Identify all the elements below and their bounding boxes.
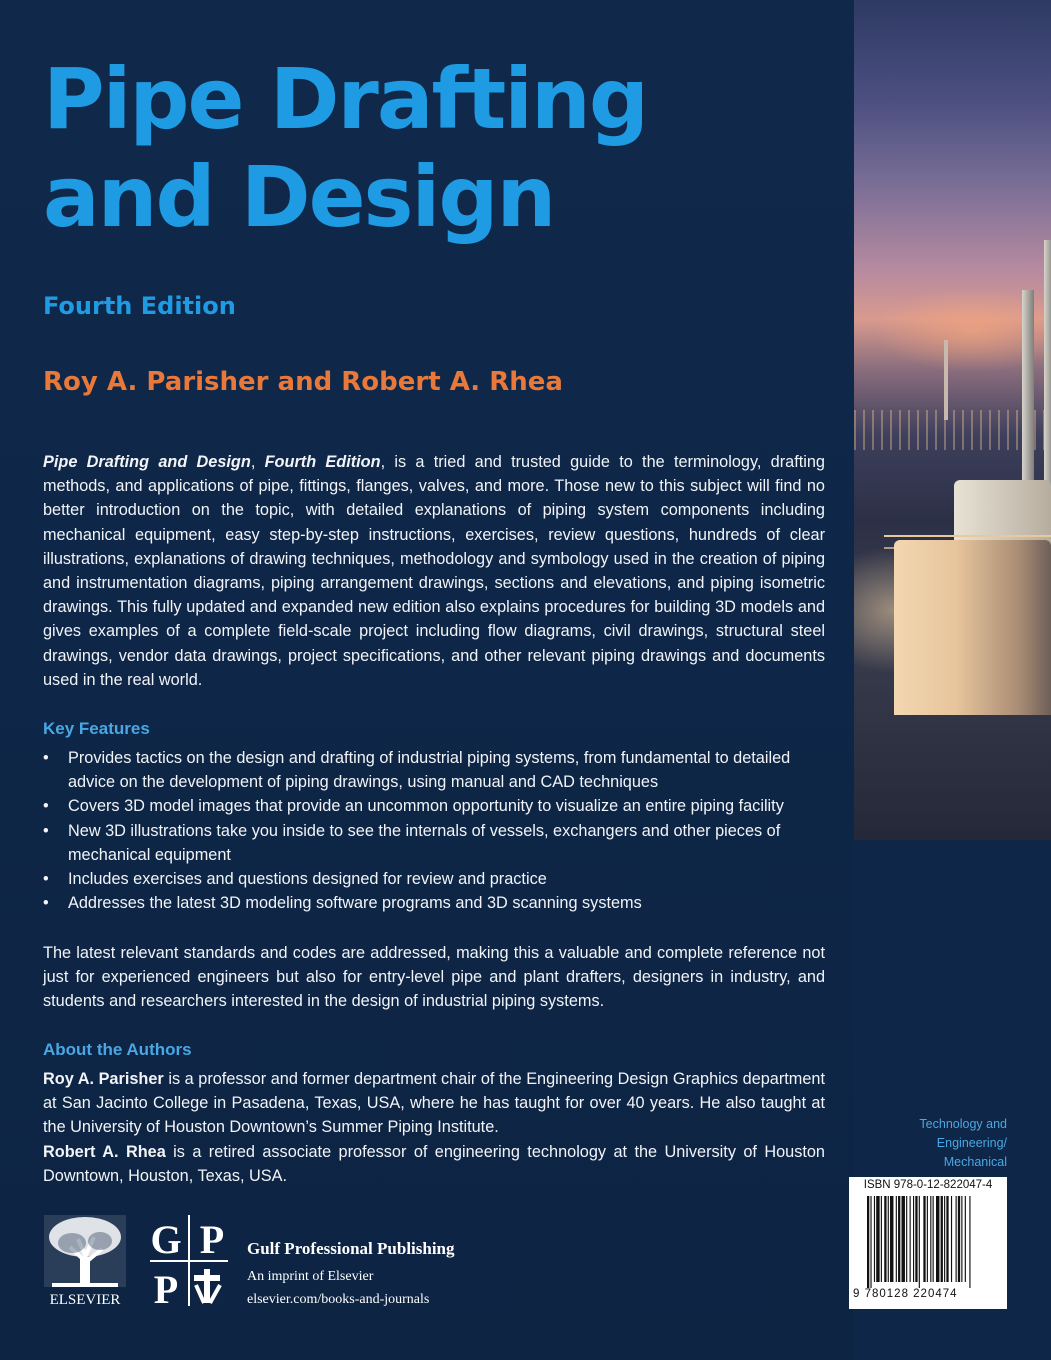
- author2-name: Robert A. Rhea: [43, 1142, 166, 1161]
- isbn-text: ISBN 978-0-12-822047-4: [863, 1179, 993, 1191]
- list-item: • Provides tactics on the design and drafting of industrial piping systems, from fundamental to detailed advice on the development of piping drawings, using manual and CAD techniques: [43, 746, 833, 794]
- barcode-bar: [910, 1196, 911, 1282]
- smokestack: [1044, 240, 1051, 490]
- barcode-bar: [906, 1196, 907, 1282]
- authors: Roy A. Parisher and Robert A. Rhea: [43, 367, 563, 397]
- subject-category: [880, 1115, 1007, 1172]
- storage-tank: [894, 540, 1051, 715]
- lattice-tower: [944, 340, 948, 420]
- smokestack: [1022, 290, 1034, 480]
- closing-paragraph: The latest relevant standards and codes are addressed, making this a valuable and complete reference not just for experienced engineers but also for entry-level pipe and plant drafters, designers in industry, and students and researchers interested in the design of industrial piping systems.: [43, 944, 825, 1011]
- barcode-bar: [965, 1196, 966, 1282]
- description-sep: ,: [250, 453, 265, 471]
- barcode-bar: [867, 1196, 869, 1288]
- barcode-bar: [913, 1196, 914, 1282]
- barcode-bars: [867, 1196, 1001, 1288]
- edition: Fourth Edition: [43, 292, 236, 320]
- author1-name: Roy A. Parisher: [43, 1070, 164, 1088]
- gpp-letter-p2: P: [153, 1267, 179, 1308]
- barcode-bar: [958, 1196, 960, 1282]
- barcode-bar: [936, 1196, 939, 1282]
- description-text: , is a tried and trusted guide to the terminology, drafting methods, and applications of pipe, fittings, flanges, valves, and more. Those new to this subject will find no better introduction on the topic, with detailed explanations of piping system components including mechanical equipment, easy step-by-step instructions, exercises, review questions, hundreds of clear illustrations, explanations of drawing techniques, methodology and symbology used in the creation of piping and instrumentation diagrams, piping arrangement drawings, sections and elevations, and piping isometric drawings. This fully updated and expanded new edition also explains procedures for building 3D models and gives examples of a complete field-scale project including flow diagrams, civil drawings, structural steel drawings, vendor data drawings, project specifications, and other relevant piping drawings and documents used in the real world.: [43, 453, 825, 689]
- publisher-imprint: An imprint of Elsevier: [247, 1269, 374, 1284]
- barcode-bar: [881, 1196, 882, 1282]
- barcode-bar: [884, 1196, 886, 1282]
- barcode-bar: [898, 1196, 900, 1282]
- elsevier-tree-logo: [42, 1213, 128, 1308]
- key-features-list: [43, 746, 833, 915]
- subject-line-1: Technology and: [919, 1117, 1007, 1131]
- barcode-bar: [944, 1196, 945, 1282]
- title-line-1: Pipe Drafting: [43, 50, 647, 148]
- barcode-bar: [919, 1196, 920, 1288]
- barcode-bar: [951, 1196, 952, 1282]
- gpp-logo: [148, 1213, 230, 1308]
- barcode-bar: [915, 1196, 917, 1282]
- barcode-bar: [933, 1196, 934, 1282]
- about-authors-heading: About the Authors: [43, 1040, 192, 1059]
- subject-line-3: Mechanical: [943, 1155, 1007, 1169]
- book-title: [43, 50, 647, 246]
- list-item: • New 3D illustrations take you inside to see the internals of vessels, exchangers and other pieces of mechanical equipment: [43, 819, 833, 867]
- barcode-bar: [930, 1196, 931, 1282]
- list-item: • Addresses the latest 3D modeling software programs and 3D scanning systems: [43, 891, 833, 915]
- description-title: Pipe Drafting and Design: [43, 453, 251, 471]
- list-item: • Covers 3D model images that provide an uncommon opportunity to visualize an entire piping facility: [43, 794, 833, 818]
- subject-line-2: Engineering/: [936, 1136, 1007, 1150]
- barcode-bar: [888, 1196, 889, 1282]
- author1-bio: is a professor and former department chair of the Engineering Design Graphics department at San Jacinto College in Pasadena, Texas, USA, where he has taught for over 40 years. He also taught at the University of Houston Downtown’s Summer Piping Institute.: [43, 1070, 825, 1137]
- barcode-bar: [969, 1196, 970, 1288]
- description-edition: Fourth Edition: [264, 453, 381, 471]
- barcode-bar: [876, 1196, 879, 1282]
- barcode-bar: [870, 1196, 871, 1288]
- author2-bio: is a retired associate professor of engineering technology at the University of Houston Downtown, Houston, Texas, USA.: [43, 1142, 825, 1185]
- barcode-bar: [961, 1196, 962, 1282]
- barcode-bar: [956, 1196, 957, 1282]
- gpp-letter-g: G: [150, 1217, 182, 1262]
- gpp-letter-p: P: [199, 1217, 225, 1262]
- barcode-bar: [923, 1196, 925, 1282]
- list-item: • Includes exercises and questions designed for review and practice: [43, 867, 833, 891]
- description: [43, 450, 825, 692]
- barcode-bar: [902, 1196, 905, 1282]
- publisher-name: Gulf Professional Publishing: [247, 1239, 455, 1258]
- title-line-2: and Design: [43, 148, 555, 246]
- barcode-bar: [874, 1196, 875, 1282]
- elsevier-wordmark: ELSEVIER: [49, 1292, 121, 1308]
- isbn-barcode: [849, 1177, 1007, 1309]
- about-authors: [43, 1067, 825, 1188]
- barcode-bar: [890, 1196, 893, 1282]
- publisher-url: elsevier.com/books-and-journals: [247, 1292, 430, 1307]
- barcode-bar: [946, 1196, 948, 1282]
- barcode-number: 9 780128 220474: [853, 1288, 958, 1300]
- barcode-bar: [896, 1196, 897, 1282]
- barcode-bar: [941, 1196, 943, 1282]
- barcode-bar: [927, 1196, 928, 1282]
- key-features-heading: Key Features: [43, 719, 150, 738]
